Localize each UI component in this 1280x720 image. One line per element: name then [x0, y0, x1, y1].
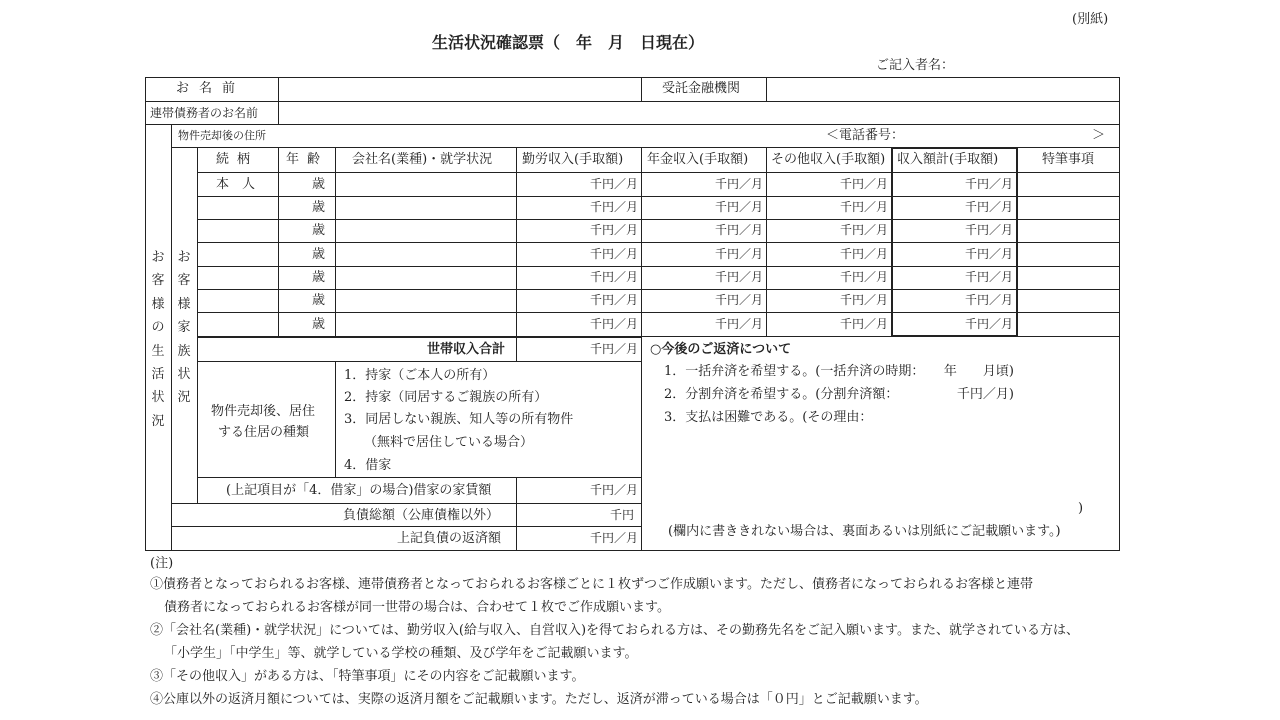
- other-income-unit: 千円／月: [840, 317, 889, 331]
- header-age: 年齢: [286, 152, 329, 167]
- note-line: ①債務者となっておられるお客様、連帯債務者となっておられるお客様ごとに１枚ずつご作成願います。ただし、債務者になっておられるお客様と連帯: [150, 577, 1033, 592]
- rent-label: (上記項目が「4．借家」の場合)借家の家賃額: [226, 483, 492, 498]
- other-income-unit: 千円／月: [840, 223, 889, 237]
- work-income-unit: 千円／月: [590, 270, 639, 284]
- work-income-unit: 千円／月: [590, 247, 639, 261]
- debt-total-unit: 千円: [610, 508, 635, 522]
- total-income-unit: 千円／月: [965, 247, 1014, 261]
- future-option[interactable]: 3．支払は困難である。(その理由：: [664, 410, 873, 425]
- rent-unit: 千円／月: [590, 483, 639, 497]
- residence-label: 物件売却後、居住: [211, 404, 316, 419]
- address-field[interactable]: [280, 126, 820, 146]
- age-unit: 歳: [312, 270, 326, 285]
- work-income-unit: 千円／月: [590, 223, 639, 237]
- future-close-paren: ): [1078, 501, 1084, 516]
- work-income-unit: 千円／月: [590, 317, 639, 331]
- phone-close: ＞: [1092, 128, 1106, 143]
- other-income-unit: 千円／月: [840, 247, 889, 261]
- name-label: お名前: [176, 81, 246, 96]
- residence-label-line2: する住居の種類: [218, 425, 310, 440]
- pension-income-unit: 千円／月: [715, 177, 764, 191]
- residence-option-note: （無料で居住している場合）: [364, 435, 534, 450]
- pension-income-unit: 千円／月: [715, 270, 764, 284]
- age-unit: 歳: [312, 177, 326, 192]
- header-special-notes: 特筆事項: [1042, 152, 1095, 167]
- other-income-unit: 千円／月: [840, 200, 889, 214]
- age-unit: 歳: [312, 247, 326, 262]
- attachment-label: (別紙): [1072, 12, 1109, 27]
- header-other-income: その他収入(手取額): [771, 152, 886, 167]
- work-income-unit: 千円／月: [590, 200, 639, 214]
- household-total-label: 世帯収入合計: [427, 342, 506, 357]
- pension-income-unit: 千円／月: [715, 223, 764, 237]
- note-line: ④公庫以外の返済月額については、実際の返済月額をご記載願います。ただし、返済が滞っている場合は「０円」とご記載願います。: [150, 692, 928, 707]
- debt-repay-label: 上記負債の返済額: [397, 531, 502, 546]
- residence-option[interactable]: 3．同居しない親族、知人等の所有物件: [344, 412, 574, 427]
- phone-label: ＜電話番号：: [826, 128, 905, 143]
- bank-label: 受託金融機関: [662, 81, 741, 96]
- total-income-unit: 千円／月: [965, 223, 1014, 237]
- residence-option[interactable]: 4．借家: [344, 458, 392, 473]
- household-total-unit: 千円／月: [590, 342, 639, 356]
- address-label: 物件売却後の住所: [178, 129, 266, 142]
- future-note: (欄内に書ききれない場合は、裏面あるいは別紙にご記載願います。): [668, 524, 1061, 539]
- header-pension-income: 年金収入(手取額): [647, 152, 749, 167]
- other-income-unit: 千円／月: [840, 270, 889, 284]
- other-income-unit: 千円／月: [840, 293, 889, 307]
- future-option[interactable]: 2．分割弁済を希望する。(分割弁済額： 千円／月): [664, 387, 1014, 402]
- other-income-unit: 千円／月: [840, 177, 889, 191]
- pension-income-unit: 千円／月: [715, 293, 764, 307]
- writer-name-label: ご記入者名：: [876, 58, 955, 73]
- debt-repay-unit: 千円／月: [590, 531, 639, 545]
- header-relation: 続柄: [216, 152, 259, 167]
- age-unit: 歳: [312, 293, 326, 308]
- joint-debtor-label: 連帯債務者のお名前: [150, 106, 259, 120]
- work-income-unit: 千円／月: [590, 293, 639, 307]
- family-vertical-label: お客様家族状況: [177, 250, 191, 406]
- total-income-unit: 千円／月: [965, 293, 1014, 307]
- age-unit: 歳: [312, 200, 326, 215]
- residence-option[interactable]: 2．持家（同居するご親族の所有）: [344, 390, 548, 405]
- note-line: ③「その他収入」がある方は、「特筆事項」にその内容をご記載願います。: [150, 669, 585, 684]
- name-field[interactable]: [280, 79, 640, 100]
- relation-cell: 本 人: [216, 177, 256, 192]
- future-option[interactable]: 1．一括弁済を希望する。(一括弁済の時期： 年 月頃): [664, 364, 1014, 379]
- work-income-unit: 千円／月: [590, 177, 639, 191]
- total-income-unit: 千円／月: [965, 177, 1014, 191]
- future-heading: ○今後のご返済について: [650, 342, 792, 357]
- note-line: 債務者になっておられるお客様が同一世帯の場合は、合わせて１枚でご作成願います。: [164, 600, 670, 615]
- total-income-unit: 千円／月: [965, 200, 1014, 214]
- total-income-unit: 千円／月: [965, 317, 1014, 331]
- notes-heading: (注): [150, 556, 174, 571]
- note-line: ②「会社名(業種)・就学状況」については、勤労収入(給与収入、自営収入)を得ておられる方は、その勤務先名をご記入願います。また、就学されている方は、: [150, 623, 1079, 638]
- pension-income-unit: 千円／月: [715, 247, 764, 261]
- pension-income-unit: 千円／月: [715, 317, 764, 331]
- age-unit: 歳: [312, 317, 326, 332]
- bank-field[interactable]: [768, 79, 1118, 100]
- form-title: 生活状況確認票（ 年 月 日現在）: [432, 33, 705, 52]
- residence-option[interactable]: 1．持家（ご本人の所有）: [344, 368, 496, 383]
- outer-vertical-label: お客様の生活状況: [151, 250, 165, 429]
- debt-total-label: 負債総額（公庫債権以外）: [343, 508, 500, 523]
- age-unit: 歳: [312, 223, 326, 238]
- header-total-income: 収入額計(手取額): [897, 152, 999, 167]
- header-work-income: 勤労収入(手取額): [522, 152, 624, 167]
- note-line: 「小学生」「中学生」等、就学している学校の種類、及び学年をご記載願います。: [164, 646, 638, 661]
- joint-debtor-field[interactable]: [280, 103, 1118, 123]
- pension-income-unit: 千円／月: [715, 200, 764, 214]
- total-income-unit: 千円／月: [965, 270, 1014, 284]
- header-company: 会社名(業種)・就学状況: [352, 152, 493, 167]
